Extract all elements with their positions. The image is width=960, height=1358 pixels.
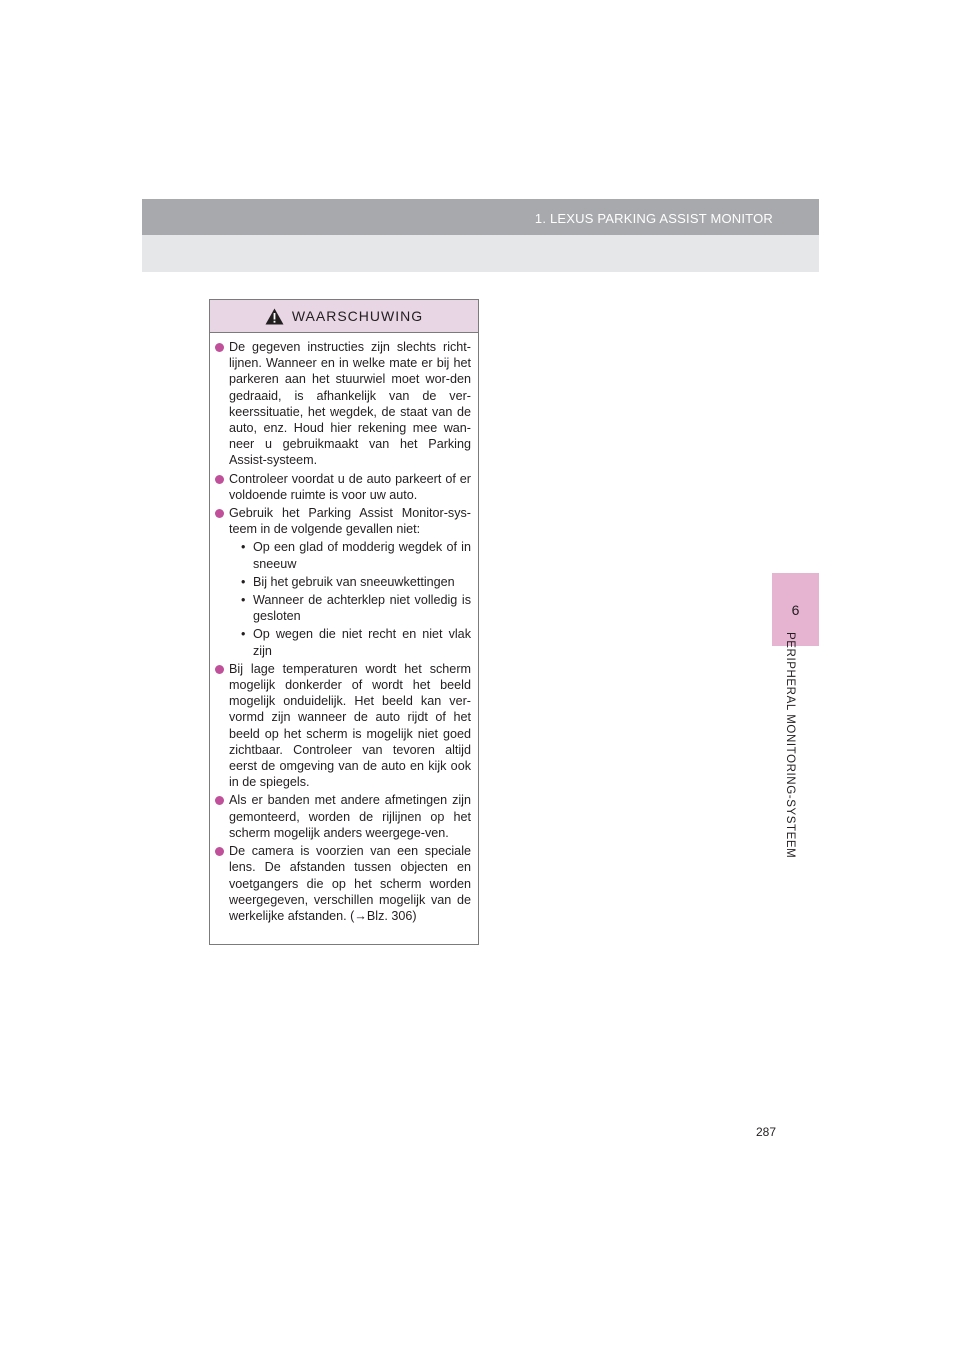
warning-item-4 [215,661,471,791]
warning-sub-item [229,592,471,624]
small-dot-icon: • [241,574,246,589]
warning-sub-list [229,539,471,658]
warning-sub-item [229,626,471,658]
bullet-dot-icon [215,796,224,805]
warning-item-3 [215,505,471,659]
header-sub-bar [142,235,819,272]
warning-item-text: Controleer voordat u de auto parkeert of er voldoende ruimte is voor uw auto. [229,471,471,502]
chapter-title: PERIPHERAL MONITORING-SYSTEEM [784,632,796,859]
warning-body [210,333,478,924]
warning-item-text: De gegeven instructies zijn slechts richt-lijnen. Wanneer en in welke mate er bij het parkeren aan het stuurwiel moet wor-den gedraaid, is afhankelijk van de ver-keerssituatie, het wegdek, de staat van de auto, enz. Houd hier rekening mee wan-neer u gebruikmaakt van het Parking Assist-systeem. [229,340,471,468]
bullet-dot-icon [215,509,224,518]
warning-item-text: Bij lage temperaturen wordt het scherm mogelijk donkerder of wordt het beeld mogelijk onduidelijk. Het beeld kan ver-vormd zijn wanneer de auto rijdt of het beeld op het scherm is mogelijk niet goed zichtbaar. Controleer van tevoren altijd eerst de omgeving van de auto en kijk ook in de spiegels. [229,661,471,790]
warning-sub-item-text: Op wegen die niet recht en niet vlak zijn [253,627,471,658]
bullet-dot-icon [215,847,224,856]
warning-sub-item-text: Bij het gebruik van sneeuwkettingen [253,574,455,589]
bullet-dot-icon [215,665,224,674]
warning-item-5 [215,792,471,841]
section-title: 1. LEXUS PARKING ASSIST MONITOR [534,211,773,226]
warning-sub-item-text: Wanneer de achterklep niet volledig is gesloten [253,593,471,624]
warning-title: WAARSCHUWING [291,308,424,324]
warning-sub-item [229,574,471,590]
warning-item-6 [215,843,471,924]
warning-box [209,299,479,945]
warning-item-text: Gebruik het Parking Assist Monitor-sys-teem in de volgende gevallen niet: [229,506,471,537]
bullet-dot-icon [215,343,224,352]
warning-item-2 [215,471,471,503]
warning-item-text: Als er banden met andere afmetingen zijn gemonteerd, worden de rijlijnen op het scherm mogelijk anders weergege-ven. [229,793,471,840]
warning-sub-item-text: Op een glad of modderig wegdek of in sneeuw [253,540,471,571]
warning-header [210,300,478,333]
chapter-number: 6 [791,601,800,618]
small-dot-icon: • [241,627,246,642]
warning-item-text: De camera is voorzien van een speciale lens. De afstanden tussen objecten en voetgangers die op het scherm worden weergegeven, verschillen mogelijk van de werkelijke afstanden. (→Blz. 306) [229,844,471,923]
warning-item-1 [215,339,471,469]
small-dot-icon: • [241,593,246,608]
header-bar [142,199,819,235]
small-dot-icon: • [241,540,246,555]
page-number: 287 [755,1125,776,1139]
bullet-dot-icon [215,475,224,484]
warning-sub-item [229,539,471,571]
warning-triangle-icon [265,308,284,325]
